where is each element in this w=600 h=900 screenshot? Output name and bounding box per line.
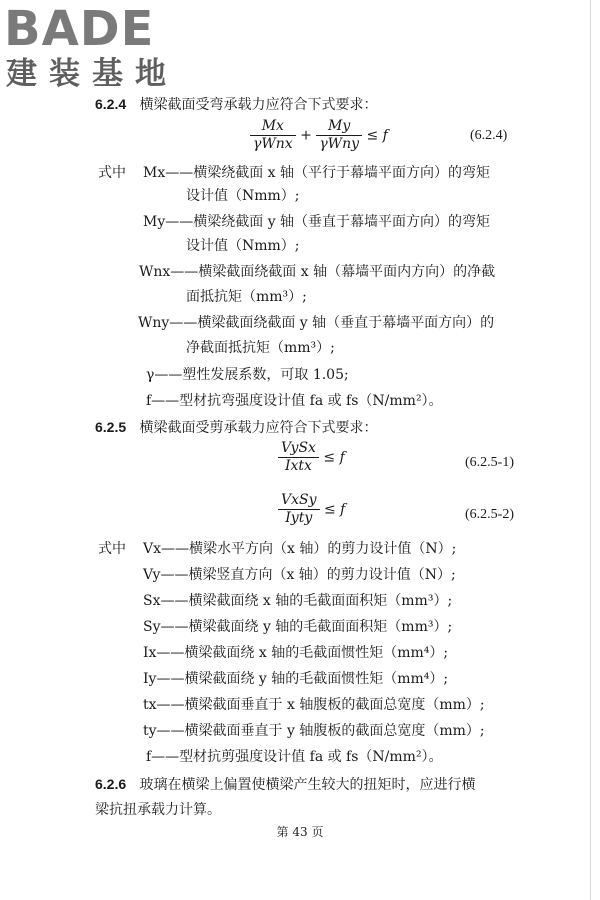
- symbol-def: f——型材抗剪强度设计值 fa 或 fs（N/mm²）。: [146, 749, 443, 765]
- equation-number: (6.2.4): [470, 128, 508, 143]
- symbol-def: Wny——横梁截面绕截面 y 轴（垂直于幕墙平面方向）的: [138, 315, 495, 331]
- symbol-def: Vx——横梁水平方向（x 轴）的剪力设计值（N）;: [143, 541, 457, 557]
- fraction: [278, 440, 319, 475]
- fraction-mx: [250, 118, 296, 153]
- where-lead: 式中: [98, 541, 126, 557]
- equation-number: (6.2.5-2): [465, 507, 514, 522]
- section-text-cont: 梁抗扭承载力计算。: [95, 802, 221, 818]
- numerator: My: [316, 118, 362, 136]
- section-text: 玻璃在横梁上偏置使横梁产生较大的扭矩时，应进行横: [139, 777, 476, 793]
- relation: ≤ f: [323, 449, 345, 466]
- relation: ≤ f: [323, 501, 346, 518]
- page-edge: [590, 0, 591, 900]
- symbol-def-cont: 面抵抗矩（mm³）;: [186, 289, 307, 305]
- symbol-def-cont: 设计值（Nmm）;: [186, 188, 300, 204]
- numerator: VySx: [278, 440, 319, 458]
- watermark-logo: BADE: [4, 1, 155, 57]
- equation-6-2-4: [250, 118, 388, 153]
- symbol-def: Sx——横梁截面绕 x 轴的毛截面面积矩（mm³）;: [143, 593, 453, 609]
- denominator: γWnx: [253, 136, 293, 152]
- section-text: 横梁截面受剪承载力应符合下式要求：: [139, 420, 378, 436]
- fraction-my: [316, 118, 362, 153]
- denominator: γWny: [319, 136, 359, 152]
- section-number: 6.2.4: [95, 96, 127, 112]
- relation: ≤ f: [366, 127, 388, 144]
- numerator: Mx: [250, 118, 296, 136]
- numerator: VxSy: [278, 492, 320, 510]
- section-text: 横梁截面受弯承载力应符合下式要求：: [139, 97, 378, 113]
- symbol-def: Ix——横梁截面绕 x 轴的毛截面惯性矩（mm⁴）;: [143, 645, 449, 661]
- symbol-def-cont: 设计值（Nmm）;: [186, 238, 300, 254]
- where-lead: 式中: [98, 165, 126, 181]
- section-6-2-4: [95, 95, 378, 114]
- symbol-def: Iy——横梁截面绕 y 轴的毛截面惯性矩（mm⁴）;: [143, 671, 449, 687]
- symbol-def: Vy——横梁竖直方向（x 轴）的剪力设计值（N）;: [143, 567, 456, 583]
- denominator: Ixtx: [285, 458, 312, 474]
- symbol-def: Wnx——横梁截面绕截面 x 轴（幕墙平面内方向）的净截: [139, 264, 496, 280]
- symbol-def: γ——塑性发展系数，可取 1.05;: [146, 367, 349, 383]
- plus-sign: +: [300, 127, 312, 144]
- equation-number: (6.2.5-1): [465, 455, 514, 470]
- symbol-def: Mx——横梁绕截面 x 轴（平行于幕墙平面方向）的弯矩: [143, 165, 491, 181]
- section-number: 6.2.5: [95, 419, 127, 435]
- symbol-def: Sy——横梁截面绕 y 轴的毛截面面积矩（mm³）;: [143, 619, 453, 635]
- section-6-2-5: [95, 418, 378, 437]
- page-number: 第 43 页: [276, 825, 324, 839]
- section-number: 6.2.6: [95, 776, 127, 792]
- symbol-def: ty——横梁截面垂直于 y 轴腹板的截面总宽度（mm）;: [143, 723, 485, 739]
- section-6-2-6: [95, 775, 476, 794]
- equation-6-2-5-2: [278, 492, 345, 527]
- symbol-def: f——型材抗弯强度设计值 fa 或 fs（N/mm²）。: [146, 393, 443, 409]
- denominator: Iyty: [285, 510, 313, 526]
- symbol-def: tx——横梁截面垂直于 x 轴腹板的截面总宽度（mm）;: [143, 697, 485, 713]
- equation-6-2-5-1: [278, 440, 345, 475]
- symbol-def-cont: 净截面抵抗矩（mm³）;: [186, 340, 335, 356]
- symbol-def: My——横梁绕截面 y 轴（垂直于幕墙平面方向）的弯矩: [143, 214, 491, 230]
- fraction: [278, 492, 320, 527]
- watermark-subtitle: 建装基地: [6, 56, 178, 92]
